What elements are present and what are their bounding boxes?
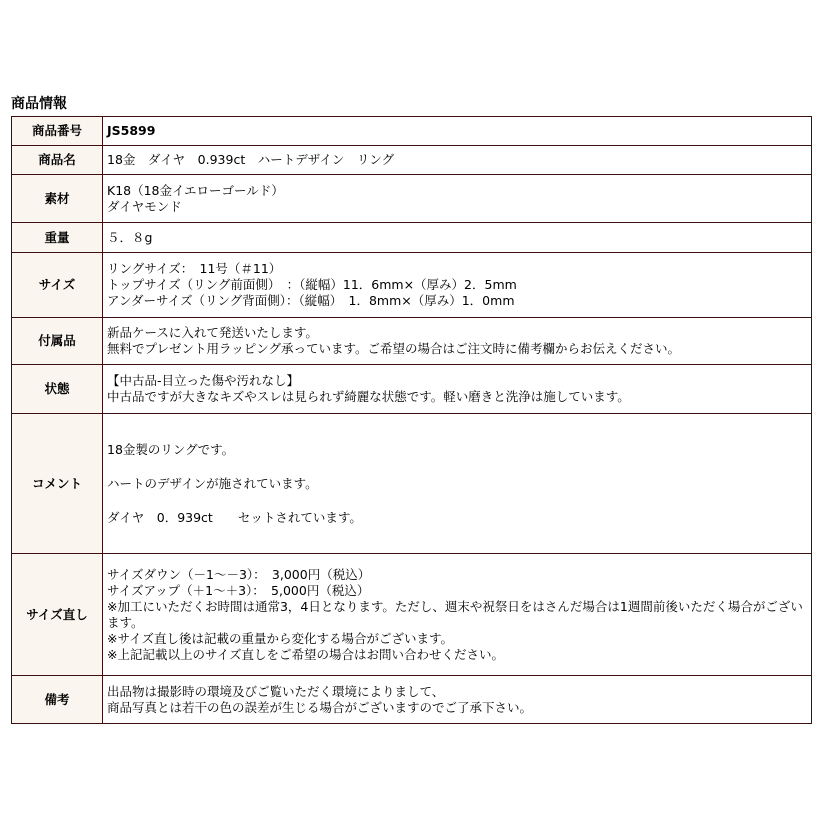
resize-line: サイズアップ（＋1～＋3）： 5,000円（税込） — [107, 582, 370, 598]
resize-line: サイズダウン（－1～－3）： 3,000円（税込） — [107, 566, 371, 582]
label-weight: 重量 — [12, 223, 103, 253]
product-info-table — [11, 116, 812, 724]
resize-line: ※サイズ直し後は記載の重量から変化する場合がございます。 — [107, 630, 453, 646]
accessories-line: 無料でプレゼント用ラッピング承っています。ご希望の場合はご注文時に備考欄からお伝えください。 — [107, 341, 681, 356]
row-resize — [12, 554, 812, 676]
value-product-code: JS5899 — [103, 117, 812, 146]
value-resize — [103, 554, 812, 676]
label-note: 備考 — [12, 676, 103, 724]
value-material — [103, 175, 812, 223]
condition-line: 【中古品-目立った傷や汚れなし】 — [107, 373, 300, 388]
label-size: サイズ — [12, 253, 103, 318]
value-condition — [103, 365, 812, 414]
note-line: 出品物は撮影時の環境及びご覧いただく環境によりまして、 — [107, 683, 445, 699]
row-note — [12, 676, 812, 724]
section-heading: 商品情報 — [11, 96, 67, 112]
label-condition: 状態 — [12, 365, 103, 414]
material-line: ダイヤモンド — [107, 198, 182, 214]
value-size — [103, 253, 812, 318]
row-condition — [12, 365, 812, 414]
value-product-name: 18金 ダイヤ 0.939ct ハートデザイン リング — [103, 146, 812, 175]
label-resize: サイズ直し — [12, 554, 103, 676]
comment-line: ハートのデザインが施されています。 — [107, 475, 318, 491]
value-weight: ５．８g — [103, 223, 812, 253]
value-accessories — [103, 318, 812, 365]
row-accessories — [12, 318, 812, 365]
size-line: アンダーサイズ（リング背面側）：（縦幅） 1．8mm×（厚み）1．0mm — [107, 293, 515, 308]
row-product-name — [12, 146, 812, 175]
comment-line: 18金製のリングです。 — [107, 441, 235, 457]
value-comment — [103, 414, 812, 554]
row-comment — [12, 414, 812, 554]
size-line: リングサイズ： 11号（＃11） — [107, 261, 282, 276]
resize-line: ※加工にいただくお時間は通常3，4日となります。ただし、週末や祝祭日をはさんだ場合は1週間前後いただく場合がございます。 — [107, 598, 803, 630]
row-size — [12, 253, 812, 318]
row-material — [12, 175, 812, 223]
resize-line: ※上記記載以上のサイズ直しをご希望の場合はお問い合わせください。 — [107, 646, 504, 662]
label-product-name: 商品名 — [12, 146, 103, 175]
accessories-line: 新品ケースに入れて発送いたします。 — [107, 325, 318, 340]
value-note — [103, 676, 812, 724]
size-line: トップサイズ（リング前面側） ：（縦幅）11．6mm×（厚み）2．5mm — [107, 277, 517, 292]
condition-line: 中古品ですが大きなキズやスレは見られず綺麗な状態です。軽い磨きと洗浄は施しています。 — [107, 389, 630, 404]
row-weight — [12, 223, 812, 253]
label-product-code: 商品番号 — [12, 117, 103, 146]
material-line: K18（18金イエローゴールド） — [107, 182, 284, 198]
comment-line: ダイヤ 0．939ct セットされています。 — [107, 509, 362, 525]
row-product-code — [12, 117, 812, 146]
note-line: 商品写真とは若干の色の誤差が生じる場合がございますのでご了承下さい。 — [107, 699, 533, 715]
label-comment: コメント — [12, 414, 103, 554]
label-material: 素材 — [12, 175, 103, 223]
label-accessories: 付属品 — [12, 318, 103, 365]
